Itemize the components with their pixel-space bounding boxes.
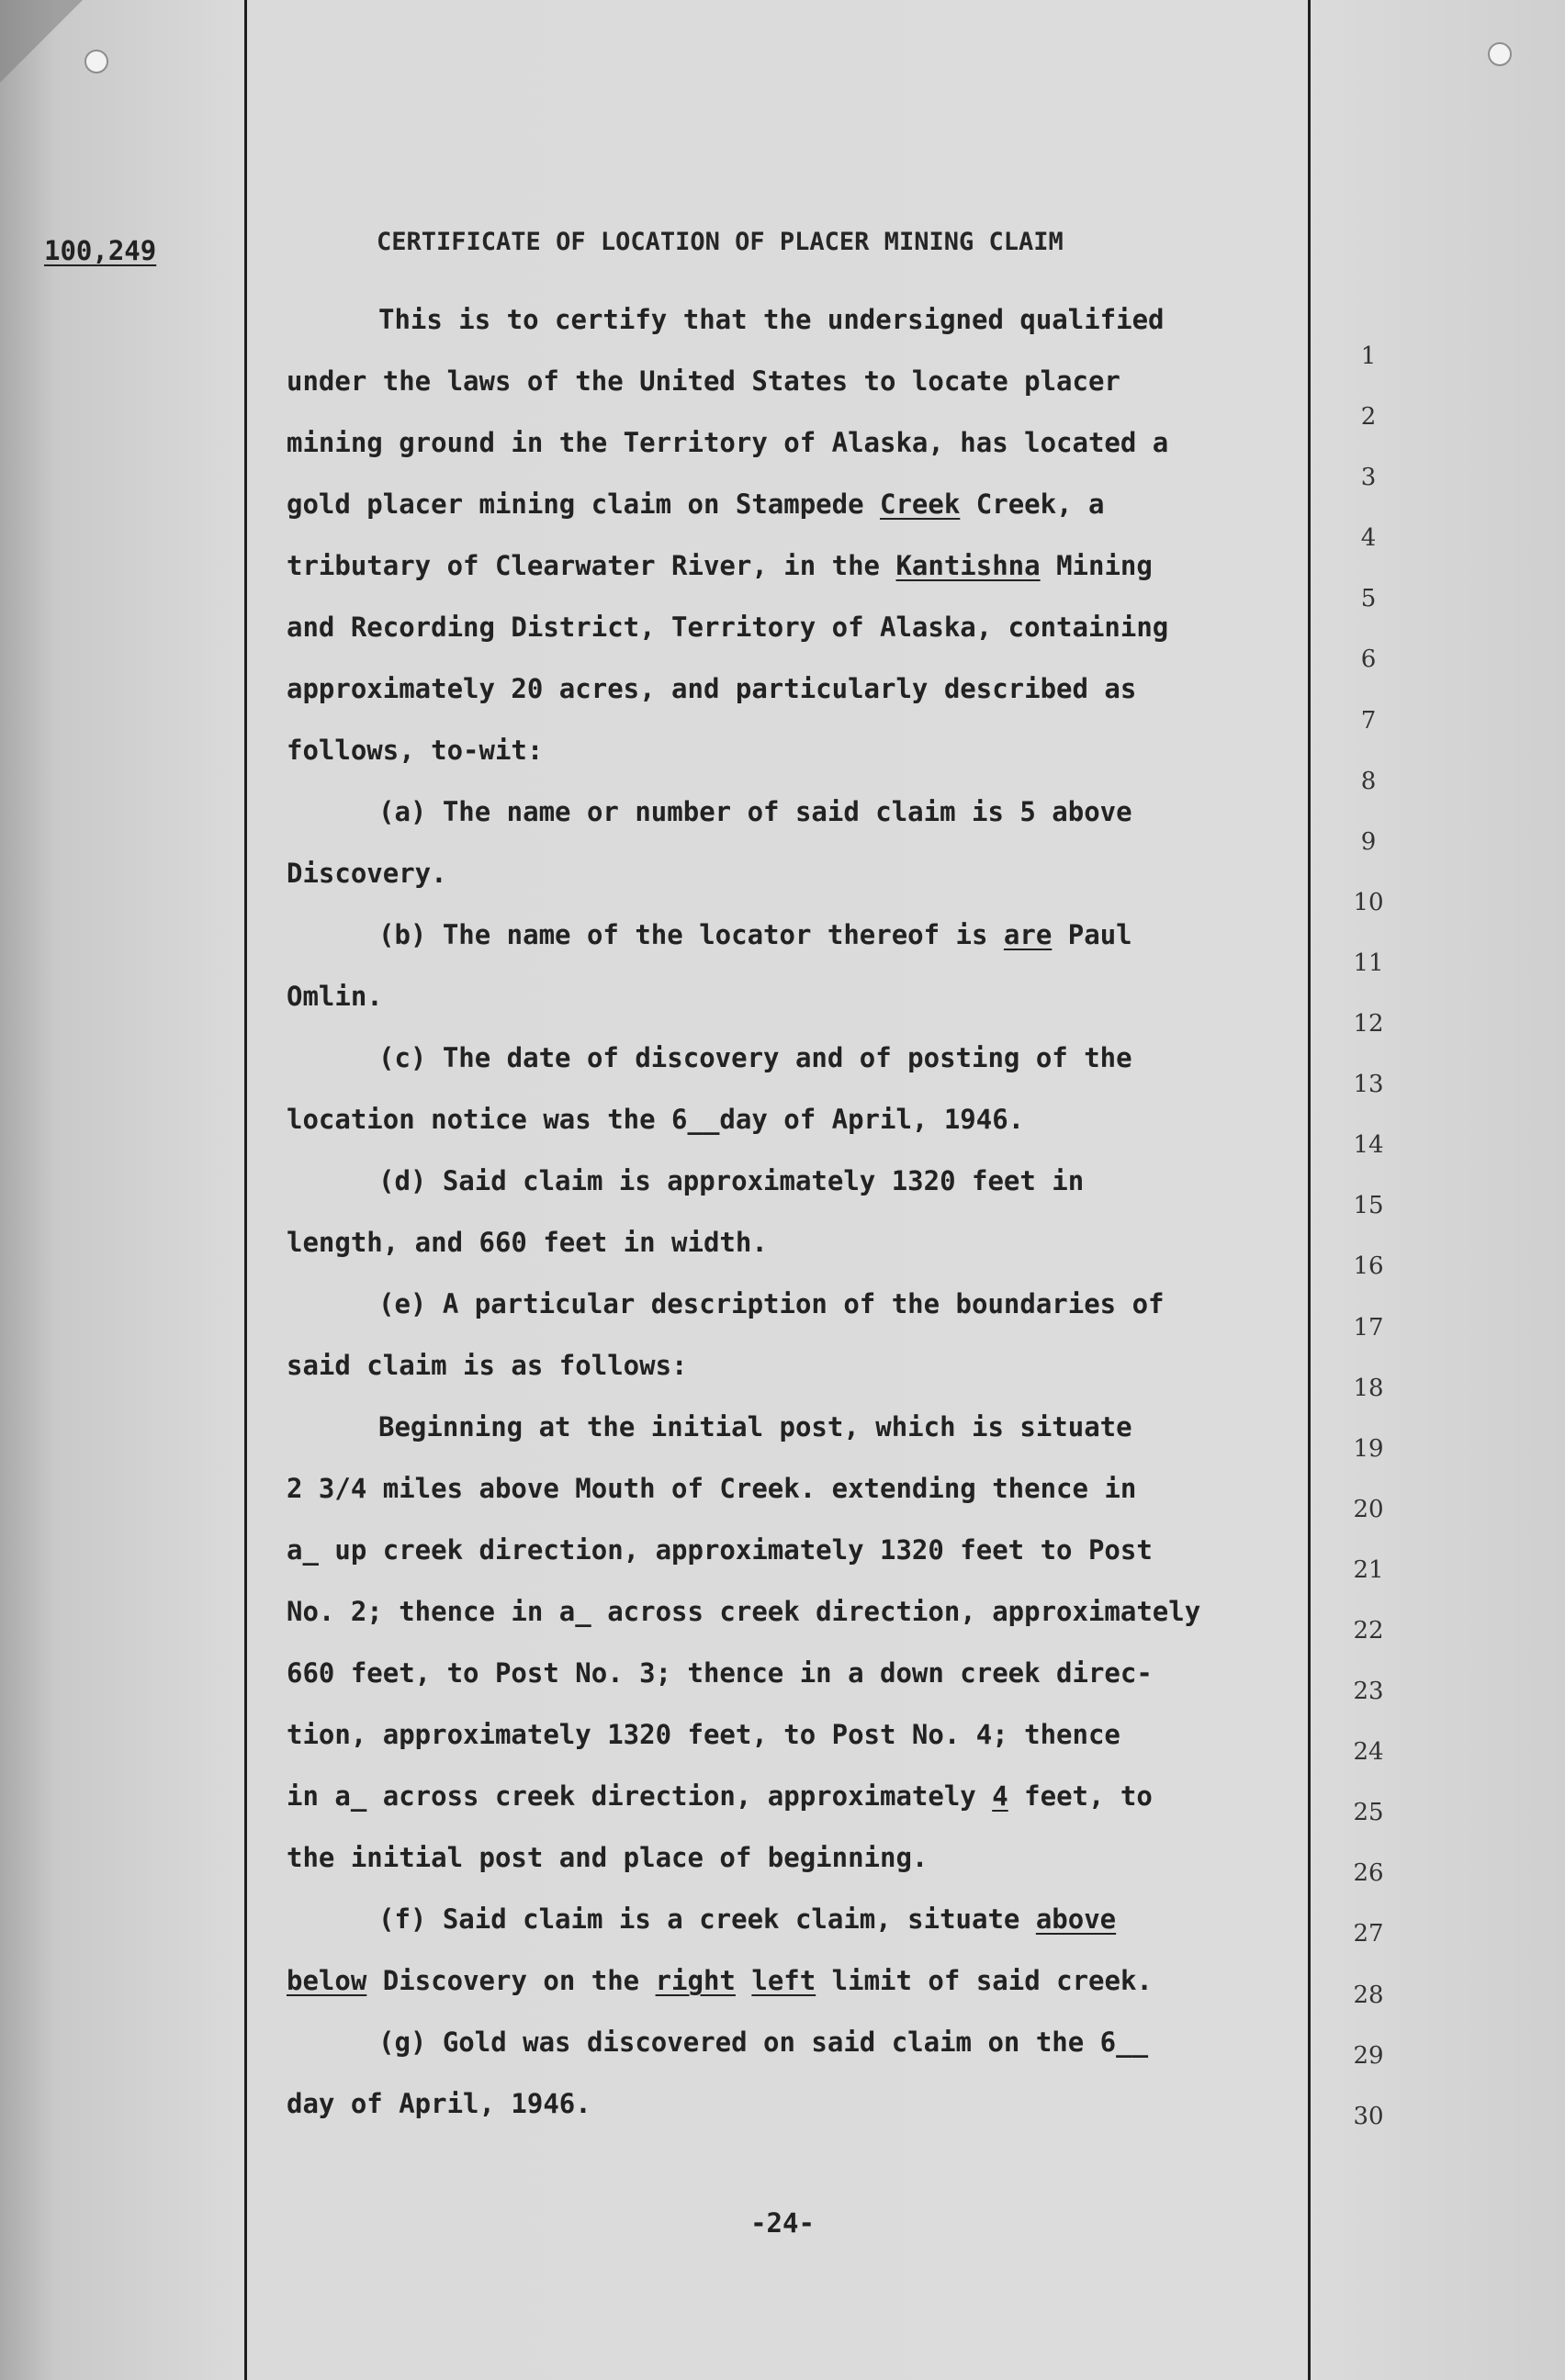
line-number: 10: [1353, 888, 1384, 916]
line-number: 11: [1353, 949, 1384, 977]
underlined-fill-in: Kantishna: [895, 550, 1041, 581]
body-line: Omlin.: [287, 981, 383, 1012]
line-number: 15: [1353, 1192, 1384, 1220]
line-number: 13: [1353, 1071, 1384, 1099]
punch-hole-left: [84, 50, 108, 73]
underlined-fill-in: below: [287, 1965, 367, 1996]
line-number: 21: [1353, 1555, 1384, 1584]
margin-line-numbers: [1323, 338, 1414, 2159]
folded-corner: [0, 0, 83, 83]
body-line: day of April, 1946.: [287, 2088, 591, 2119]
body-line: (g) Gold was discovered on said claim on the 6__: [378, 2026, 1149, 2058]
line-number: 17: [1353, 1313, 1384, 1342]
body-line: in a_ across creek direction, approximately 4 feet, to: [287, 1780, 1153, 1812]
body-line: approximately 20 acres, and particularly described as: [287, 673, 1137, 704]
line-number: 16: [1353, 1252, 1384, 1281]
document-number: 100,249: [44, 235, 157, 266]
line-number: 3: [1360, 464, 1377, 492]
line-number: 22: [1353, 1616, 1384, 1645]
line-number: 4: [1360, 524, 1377, 553]
body-line: location notice was the 6__day of April, 1946.: [287, 1104, 1025, 1135]
body-line: and Recording District, Territory of Alaska, containing: [287, 612, 1169, 643]
line-number: 28: [1353, 1981, 1384, 2009]
underlined-fill-in: right: [655, 1965, 736, 1996]
body-line: 660 feet, to Post No. 3; thence in a down creek direc-: [287, 1657, 1153, 1689]
line-number: 8: [1360, 767, 1377, 795]
body-line: 2 3/4 miles above Mouth of Creek. extending thence in: [287, 1473, 1137, 1504]
body-line: said claim is as follows:: [287, 1350, 688, 1381]
document-title: CERTIFICATE OF LOCATION OF PLACER MINING CLAIM: [377, 228, 1064, 256]
body-line: Discovery.: [287, 858, 447, 889]
line-number: 18: [1353, 1374, 1384, 1402]
underlined-fill-in: above: [1035, 1903, 1117, 1935]
line-number: 12: [1353, 1010, 1384, 1038]
body-line: mining ground in the Territory of Alaska, has located a: [287, 427, 1169, 458]
line-number: 14: [1353, 1131, 1384, 1160]
line-number: 30: [1353, 2102, 1384, 2130]
document-body: [287, 289, 1343, 2135]
line-number: 20: [1353, 1495, 1384, 1523]
body-line: (e) A particular description of the boundaries of: [378, 1288, 1165, 1319]
line-number: 25: [1353, 1799, 1384, 1827]
underlined-fill-in: 4: [992, 1780, 1008, 1812]
line-number: 26: [1353, 1859, 1384, 1888]
body-line: This is to certify that the undersigned qualified: [378, 304, 1165, 335]
body-line: the initial post and place of beginning.: [287, 1842, 929, 1873]
body-line: follows, to-wit:: [287, 735, 544, 766]
body-line: Beginning at the initial post, which is situate: [378, 1411, 1132, 1443]
body-line: gold placer mining claim on Stampede Creek Creek, a: [287, 488, 1105, 520]
body-line: No. 2; thence in a_ across creek direction, approximately: [287, 1596, 1201, 1627]
body-line: (d) Said claim is approximately 1320 feet in: [378, 1165, 1085, 1196]
line-number: 19: [1353, 1434, 1384, 1463]
line-number: 29: [1353, 2041, 1384, 2070]
underlined-fill-in: left: [751, 1965, 816, 1996]
body-line: (f) Said claim is a creek claim, situate above: [378, 1903, 1117, 1935]
line-number: 6: [1360, 646, 1377, 674]
line-number: 7: [1360, 706, 1377, 735]
body-line: tion, approximately 1320 feet, to Post No. 4; thence: [287, 1719, 1120, 1750]
body-line: below Discovery on the right left limit of said creek.: [287, 1965, 1153, 1996]
body-line: (a) The name or number of said claim is 5 above: [378, 796, 1132, 827]
line-number: 1: [1360, 342, 1377, 370]
body-line: under the laws of the United States to locate placer: [287, 365, 1120, 397]
body-line: length, and 660 feet in width.: [287, 1227, 768, 1258]
left-margin-rule: [244, 0, 247, 2380]
line-number: 24: [1353, 1738, 1384, 1767]
page-number: -24-: [750, 2207, 815, 2239]
line-number: 23: [1353, 1678, 1384, 1706]
body-line: tributary of Clearwater River, in the Kantishna Mining: [287, 550, 1153, 581]
body-line: (b) The name of the locator thereof is are Paul: [378, 919, 1132, 950]
body-line: (c) The date of discovery and of posting of the: [378, 1042, 1132, 1073]
line-number: 5: [1360, 585, 1377, 613]
punch-hole-right: [1488, 42, 1512, 66]
line-number: 2: [1360, 403, 1377, 432]
underlined-fill-in: are: [1003, 919, 1053, 950]
underlined-fill-in: Creek: [880, 488, 961, 520]
body-line: a_ up creek direction, approximately 1320 feet to Post: [287, 1534, 1153, 1566]
line-number: 27: [1353, 1920, 1384, 1948]
line-number: 9: [1360, 827, 1377, 856]
